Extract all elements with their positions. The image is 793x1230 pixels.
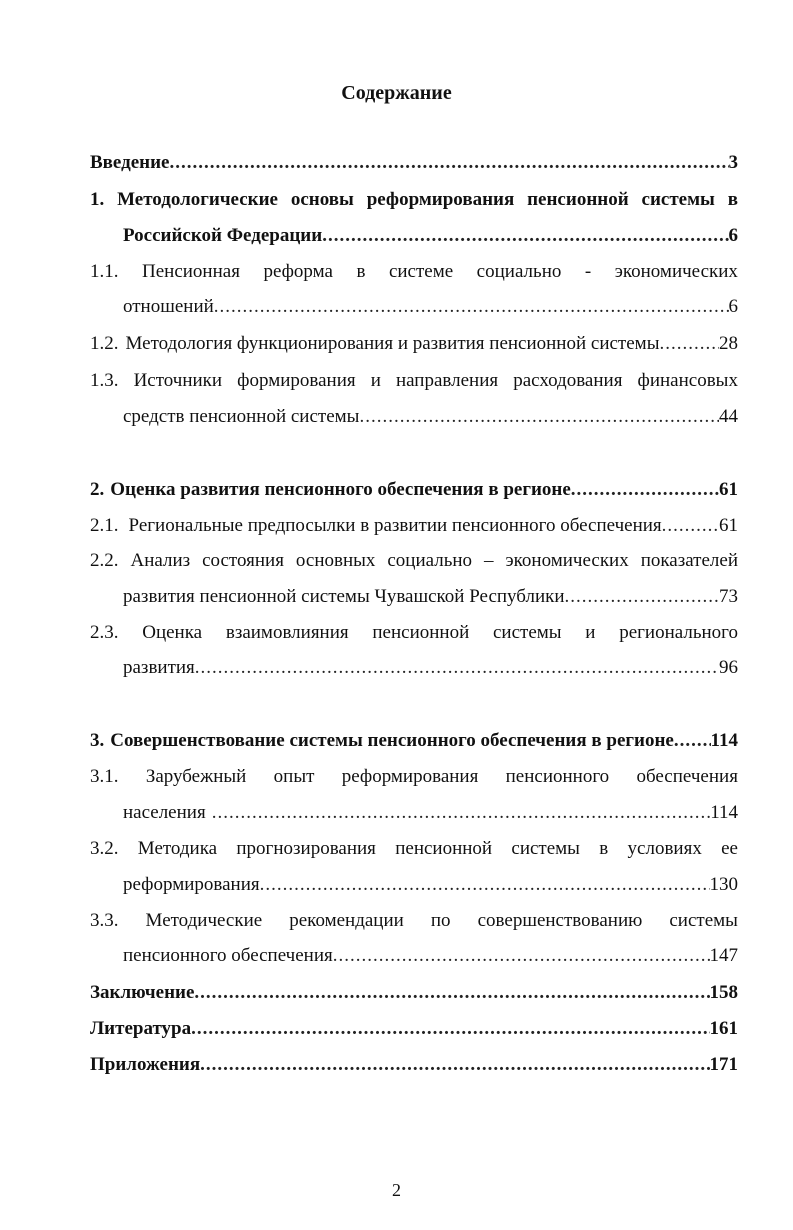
toc-entry-page: 158 — [709, 982, 738, 1003]
word: социально — [476, 261, 562, 282]
word: системы — [669, 910, 738, 931]
word: пенсионной — [527, 189, 629, 210]
toc-entry-s3-3-line2 — [123, 941, 738, 971]
word: в — [599, 838, 609, 859]
toc-entry-s3-2-line2 — [123, 870, 738, 900]
toc-entry-page: 96 — [719, 657, 738, 678]
toc-entry-conclusion — [90, 978, 738, 1008]
word: условиях — [627, 838, 702, 859]
toc-entry-title: Приложения — [90, 1054, 201, 1075]
toc-entry-s3-3-line1 — [90, 906, 738, 936]
word: показателей — [640, 550, 738, 571]
toc-entry-page: 6 — [728, 225, 738, 246]
toc-entry-ch1-line1 — [90, 185, 738, 215]
toc-entry-page: 44 — [719, 406, 738, 427]
word: по — [430, 910, 451, 931]
word: Анализ — [130, 550, 191, 571]
word: Методика — [137, 838, 218, 859]
word: состояния — [202, 550, 284, 571]
word: основных — [295, 550, 376, 571]
toc-entry-s2-3-line1 — [90, 618, 738, 648]
toc-entry-number: 3. — [90, 730, 105, 751]
toc-entry-page: 171 — [709, 1054, 738, 1075]
toc-entry-title: отношений — [123, 296, 214, 317]
toc-entry-s2-2-line1 — [90, 546, 738, 576]
toc-entry-s1-3-line1 — [90, 366, 738, 396]
word: реформа — [263, 261, 333, 282]
page-title: Содержание — [341, 82, 452, 104]
toc-entry-page: 114 — [710, 730, 738, 751]
page-number: 2 — [392, 1180, 401, 1200]
toc-entry-title: Заключение — [90, 982, 195, 1003]
toc-entry-page: 114 — [710, 802, 738, 823]
toc-entry-s1-1-line1 — [90, 257, 738, 287]
toc-entry-s1-1-line2 — [123, 292, 738, 322]
word: реформирования — [341, 766, 479, 787]
word: системы — [641, 189, 715, 210]
toc-entry-intro — [90, 148, 738, 178]
leader-dots — [659, 329, 719, 359]
toc-entry-page: 161 — [709, 1018, 738, 1039]
toc-entry-title: реформирования — [123, 874, 260, 895]
leader-dots — [260, 870, 710, 900]
word: рекомендации — [289, 910, 404, 931]
toc-entry-page: 147 — [709, 945, 738, 966]
toc-entry-title: Совершенствование системы пенсионного обеспечения в регионе — [110, 730, 674, 751]
word: пенсионного — [505, 766, 610, 787]
toc-entry-number: 1.3. — [90, 370, 119, 391]
toc-entry-number: 2. — [90, 479, 105, 500]
toc-entry-s1-3-line2 — [123, 402, 738, 432]
leader-dots — [322, 221, 728, 251]
word: Оценка — [142, 622, 203, 643]
toc-entry-number: 3.1. — [90, 766, 119, 787]
word: ее — [721, 838, 738, 859]
word: экономических — [614, 261, 738, 282]
toc-entry-page: 61 — [719, 515, 738, 536]
toc-entry-title: пенсионного обеспечения — [123, 945, 333, 966]
word: направления — [395, 370, 499, 391]
toc-entry-title: Оценка развития пенсионного обеспечения в регионе — [110, 479, 571, 500]
toc-entry-s2-3-line2 — [123, 653, 738, 683]
word: системы — [511, 838, 580, 859]
toc-entry-page: 130 — [709, 874, 738, 895]
word: и — [370, 370, 381, 391]
word: формирования — [237, 370, 356, 391]
word: Методологические — [117, 189, 278, 210]
toc-entry-title: развития — [123, 657, 195, 678]
toc-entry-page: 61 — [719, 479, 738, 500]
toc-entry-number: 3.2. — [90, 838, 119, 859]
word: Методические — [145, 910, 263, 931]
word: пенсионной — [372, 622, 470, 643]
word: Источники — [133, 370, 223, 391]
word: – — [484, 550, 494, 571]
word: взаимовлияния — [225, 622, 349, 643]
word: совершенствованию — [477, 910, 643, 931]
toc-entry-number: 1.2. — [90, 333, 119, 354]
toc-entry-number: 3.3. — [90, 910, 119, 931]
toc-entry-title: средств пенсионной системы — [123, 406, 360, 427]
word: регионального — [619, 622, 738, 643]
toc-entry-literature — [90, 1014, 738, 1044]
leader-dots — [200, 1050, 709, 1080]
leader-dots — [195, 653, 719, 683]
toc-entry-ch3 — [90, 726, 738, 756]
word: прогнозирования — [236, 838, 376, 859]
word: Зарубежный — [145, 766, 247, 787]
toc-entry-number: 2.2. — [90, 550, 119, 571]
toc-entry-s2-2-line2 — [123, 582, 738, 612]
word: в — [727, 189, 738, 210]
toc-entry-title: Методология функционирования и развития пенсионной системы — [125, 333, 660, 354]
word: финансовых — [637, 370, 738, 391]
leader-dots — [214, 292, 729, 322]
toc-entry-s1-2 — [90, 329, 738, 359]
word: Пенсионная — [142, 261, 240, 282]
toc-entry-s2-1 — [90, 511, 738, 541]
leader-dots — [212, 798, 711, 828]
toc-entry-number: 1. — [90, 189, 105, 210]
toc-entry-title: Литература — [90, 1018, 192, 1039]
leader-dots — [571, 475, 719, 505]
leader-dots — [359, 402, 719, 432]
leader-dots — [333, 941, 710, 971]
word: обеспечения — [636, 766, 738, 787]
word: - — [584, 261, 592, 282]
leader-dots — [674, 726, 711, 756]
toc-entry-page: 28 — [719, 333, 738, 354]
word: в — [356, 261, 366, 282]
toc-entry-title: развития пенсионной системы Чувашской Республики — [123, 586, 565, 607]
leader-dots — [565, 582, 719, 612]
toc-entry-s3-1-line2 — [123, 798, 738, 828]
toc-entry-page: 6 — [728, 296, 738, 317]
toc-entry-title: Российской Федерации — [123, 225, 323, 246]
toc-entry-title: населения — [123, 802, 206, 823]
toc-entry-page: 73 — [719, 586, 738, 607]
toc-entry-title: Региональные предпосылки в развитии пенсионного обеспечения — [128, 515, 662, 536]
toc-entry-title: Введение — [90, 152, 170, 173]
toc-entry-page: 3 — [728, 152, 738, 173]
word: расходования — [513, 370, 623, 391]
word: социально — [387, 550, 473, 571]
toc-entry-s3-1-line1 — [90, 762, 738, 792]
leader-dots — [662, 511, 719, 541]
leader-dots — [194, 978, 709, 1008]
word: системе — [388, 261, 454, 282]
word: системы — [492, 622, 562, 643]
word: реформирования — [366, 189, 515, 210]
toc-entry-s3-2-line1 — [90, 834, 738, 864]
word: экономических — [505, 550, 629, 571]
leader-dots — [170, 148, 729, 178]
toc-entry-number: 2.1. — [90, 515, 119, 536]
leader-dots — [191, 1014, 709, 1044]
toc-entry-ch1-line2 — [123, 221, 738, 251]
toc-entry-appendices — [90, 1050, 738, 1080]
word: опыт — [273, 766, 315, 787]
toc-entry-number: 2.3. — [90, 622, 119, 643]
toc-entry-number: 1.1. — [90, 261, 119, 282]
word: основы — [290, 189, 354, 210]
word: пенсионной — [395, 838, 493, 859]
toc-entry-ch2 — [90, 475, 738, 505]
word: и — [585, 622, 596, 643]
